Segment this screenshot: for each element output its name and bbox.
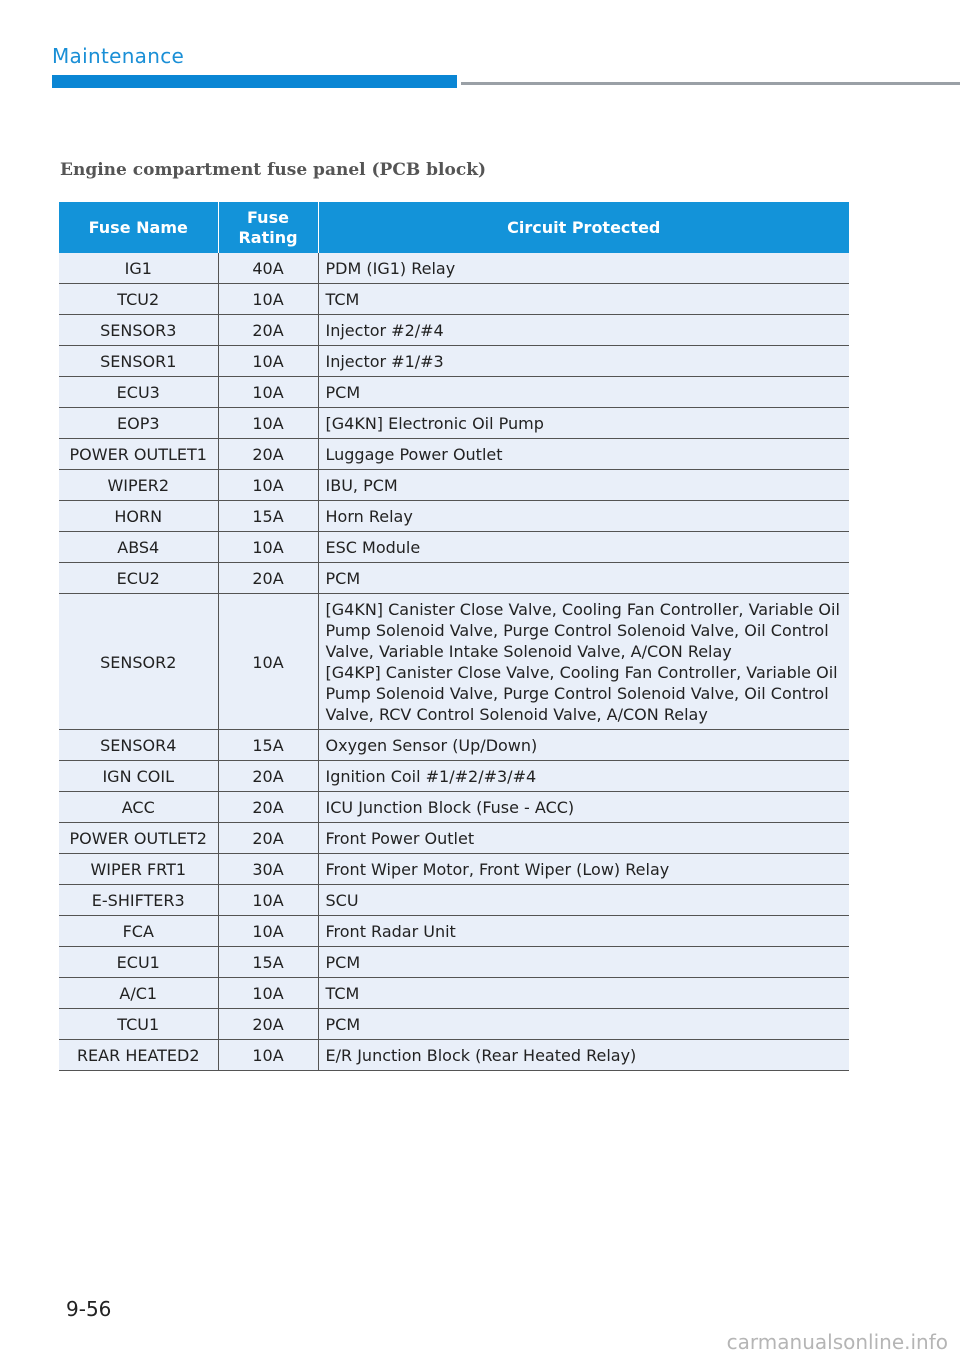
table-row	[59, 253, 849, 284]
fuse-name-cell: SENSOR2	[59, 594, 218, 730]
table-row	[59, 1009, 849, 1040]
fuse-name-cell: ECU3	[59, 377, 218, 408]
table-row	[59, 439, 849, 470]
circuit-line: [G4KP] Canister Close Valve, Cooling Fan Controller, Variable Oil Pump Solenoid Valve, Purge Control Solenoid Valve, Oil Control Valve, RCV Control Solenoid Valve, A/CON Relay	[325, 663, 838, 724]
circuit-cell: Front Wiper Motor, Front Wiper (Low) Relay	[318, 854, 849, 885]
table-row	[59, 315, 849, 346]
circuit-cell: Injector #1/#3	[318, 346, 849, 377]
fuse-rating-cell: 10A	[218, 408, 318, 439]
circuit-line: [G4KN] Canister Close Valve, Cooling Fan Controller, Variable Oil Pump Solenoid Valve, Purge Control Solenoid Valve, Oil Control Valve, Variable Intake Solenoid Valve, A/CON Relay	[325, 600, 840, 661]
circuit-cell: IBU, PCM	[318, 470, 849, 501]
circuit-cell: ICU Junction Block (Fuse - ACC)	[318, 792, 849, 823]
fuse-rating-cell: 20A	[218, 563, 318, 594]
page-number: 9-56	[66, 1297, 112, 1321]
fuse-name-cell: HORN	[59, 501, 218, 532]
fuse-rating-cell: 10A	[218, 470, 318, 501]
circuit-cell: Ignition Coil #1/#2/#3/#4	[318, 761, 849, 792]
table-row	[59, 792, 849, 823]
circuit-cell: PCM	[318, 947, 849, 978]
table-row	[59, 1040, 849, 1071]
fuse-name-cell: TCU2	[59, 284, 218, 315]
section-title: Maintenance	[52, 44, 185, 68]
circuit-cell: Front Radar Unit	[318, 916, 849, 947]
circuit-cell: ESC Module	[318, 532, 849, 563]
fuse-name-cell: E-SHIFTER3	[59, 885, 218, 916]
fuse-name-cell: A/C1	[59, 978, 218, 1009]
fuse-rating-cell: 10A	[218, 284, 318, 315]
table-header-row	[59, 202, 849, 253]
header-rule	[461, 82, 960, 85]
circuit-cell: Luggage Power Outlet	[318, 439, 849, 470]
fuse-name-cell: ABS4	[59, 532, 218, 563]
circuit-cell: PDM (IG1) Relay	[318, 253, 849, 284]
column-header-circuit: Circuit Protected	[318, 202, 849, 253]
fuse-name-cell: FCA	[59, 916, 218, 947]
column-header-fuse-rating: Fuse Rating	[218, 202, 318, 253]
fuse-rating-cell: 20A	[218, 792, 318, 823]
circuit-cell: PCM	[318, 1009, 849, 1040]
table-row	[59, 563, 849, 594]
fuse-rating-cell: 20A	[218, 1009, 318, 1040]
table-row	[59, 594, 849, 730]
table-row	[59, 854, 849, 885]
table-row	[59, 730, 849, 761]
table-row	[59, 408, 849, 439]
fuse-name-cell: REAR HEATED2	[59, 1040, 218, 1071]
fuse-rating-cell: 10A	[218, 377, 318, 408]
table-row	[59, 885, 849, 916]
circuit-cell: SCU	[318, 885, 849, 916]
circuit-cell: PCM	[318, 563, 849, 594]
circuit-cell: TCM	[318, 284, 849, 315]
table-row	[59, 501, 849, 532]
fuse-name-cell: ECU1	[59, 947, 218, 978]
fuse-rating-cell: 10A	[218, 594, 318, 730]
table-row	[59, 470, 849, 501]
fuse-name-cell: WIPER2	[59, 470, 218, 501]
column-header-fuse-name: Fuse Name	[59, 202, 218, 253]
circuit-cell	[318, 594, 849, 730]
fuse-name-cell: SENSOR1	[59, 346, 218, 377]
fuse-name-cell: POWER OUTLET1	[59, 439, 218, 470]
fuse-rating-cell: 10A	[218, 978, 318, 1009]
circuit-cell: [G4KN] Electronic Oil Pump	[318, 408, 849, 439]
table-row	[59, 916, 849, 947]
table-row	[59, 377, 849, 408]
page-heading: Engine compartment fuse panel (PCB block)	[60, 160, 487, 180]
fuse-name-cell: ACC	[59, 792, 218, 823]
circuit-cell: Horn Relay	[318, 501, 849, 532]
fuse-name-cell: IG1	[59, 253, 218, 284]
fuse-rating-cell: 10A	[218, 346, 318, 377]
table-row	[59, 346, 849, 377]
fuse-name-cell: EOP3	[59, 408, 218, 439]
fuse-rating-cell: 20A	[218, 823, 318, 854]
fuse-rating-cell: 20A	[218, 315, 318, 346]
fuse-name-cell: WIPER FRT1	[59, 854, 218, 885]
circuit-cell: Injector #2/#4	[318, 315, 849, 346]
fuse-name-cell: SENSOR4	[59, 730, 218, 761]
fuse-rating-cell: 10A	[218, 1040, 318, 1071]
fuse-rating-cell: 20A	[218, 761, 318, 792]
table-row	[59, 823, 849, 854]
table-row	[59, 284, 849, 315]
fuse-rating-cell: 15A	[218, 947, 318, 978]
table-row	[59, 532, 849, 563]
circuit-cell: Front Power Outlet	[318, 823, 849, 854]
fuse-rating-cell: 40A	[218, 253, 318, 284]
circuit-cell: E/R Junction Block (Rear Heated Relay)	[318, 1040, 849, 1071]
fuse-name-cell: SENSOR3	[59, 315, 218, 346]
fuse-table	[59, 202, 849, 1071]
fuse-name-cell: TCU1	[59, 1009, 218, 1040]
table-row	[59, 761, 849, 792]
table-row	[59, 947, 849, 978]
watermark: carmanualsonline.info	[726, 1330, 948, 1354]
header-accent-bar	[52, 75, 457, 88]
fuse-rating-cell: 30A	[218, 854, 318, 885]
fuse-rating-cell: 10A	[218, 885, 318, 916]
fuse-name-cell: IGN COIL	[59, 761, 218, 792]
circuit-cell: TCM	[318, 978, 849, 1009]
circuit-cell: Oxygen Sensor (Up/Down)	[318, 730, 849, 761]
fuse-rating-cell: 10A	[218, 916, 318, 947]
fuse-rating-cell: 20A	[218, 439, 318, 470]
fuse-rating-cell: 15A	[218, 501, 318, 532]
table-row	[59, 978, 849, 1009]
fuse-name-cell: POWER OUTLET2	[59, 823, 218, 854]
circuit-cell: PCM	[318, 377, 849, 408]
fuse-rating-cell: 15A	[218, 730, 318, 761]
fuse-name-cell: ECU2	[59, 563, 218, 594]
fuse-rating-cell: 10A	[218, 532, 318, 563]
